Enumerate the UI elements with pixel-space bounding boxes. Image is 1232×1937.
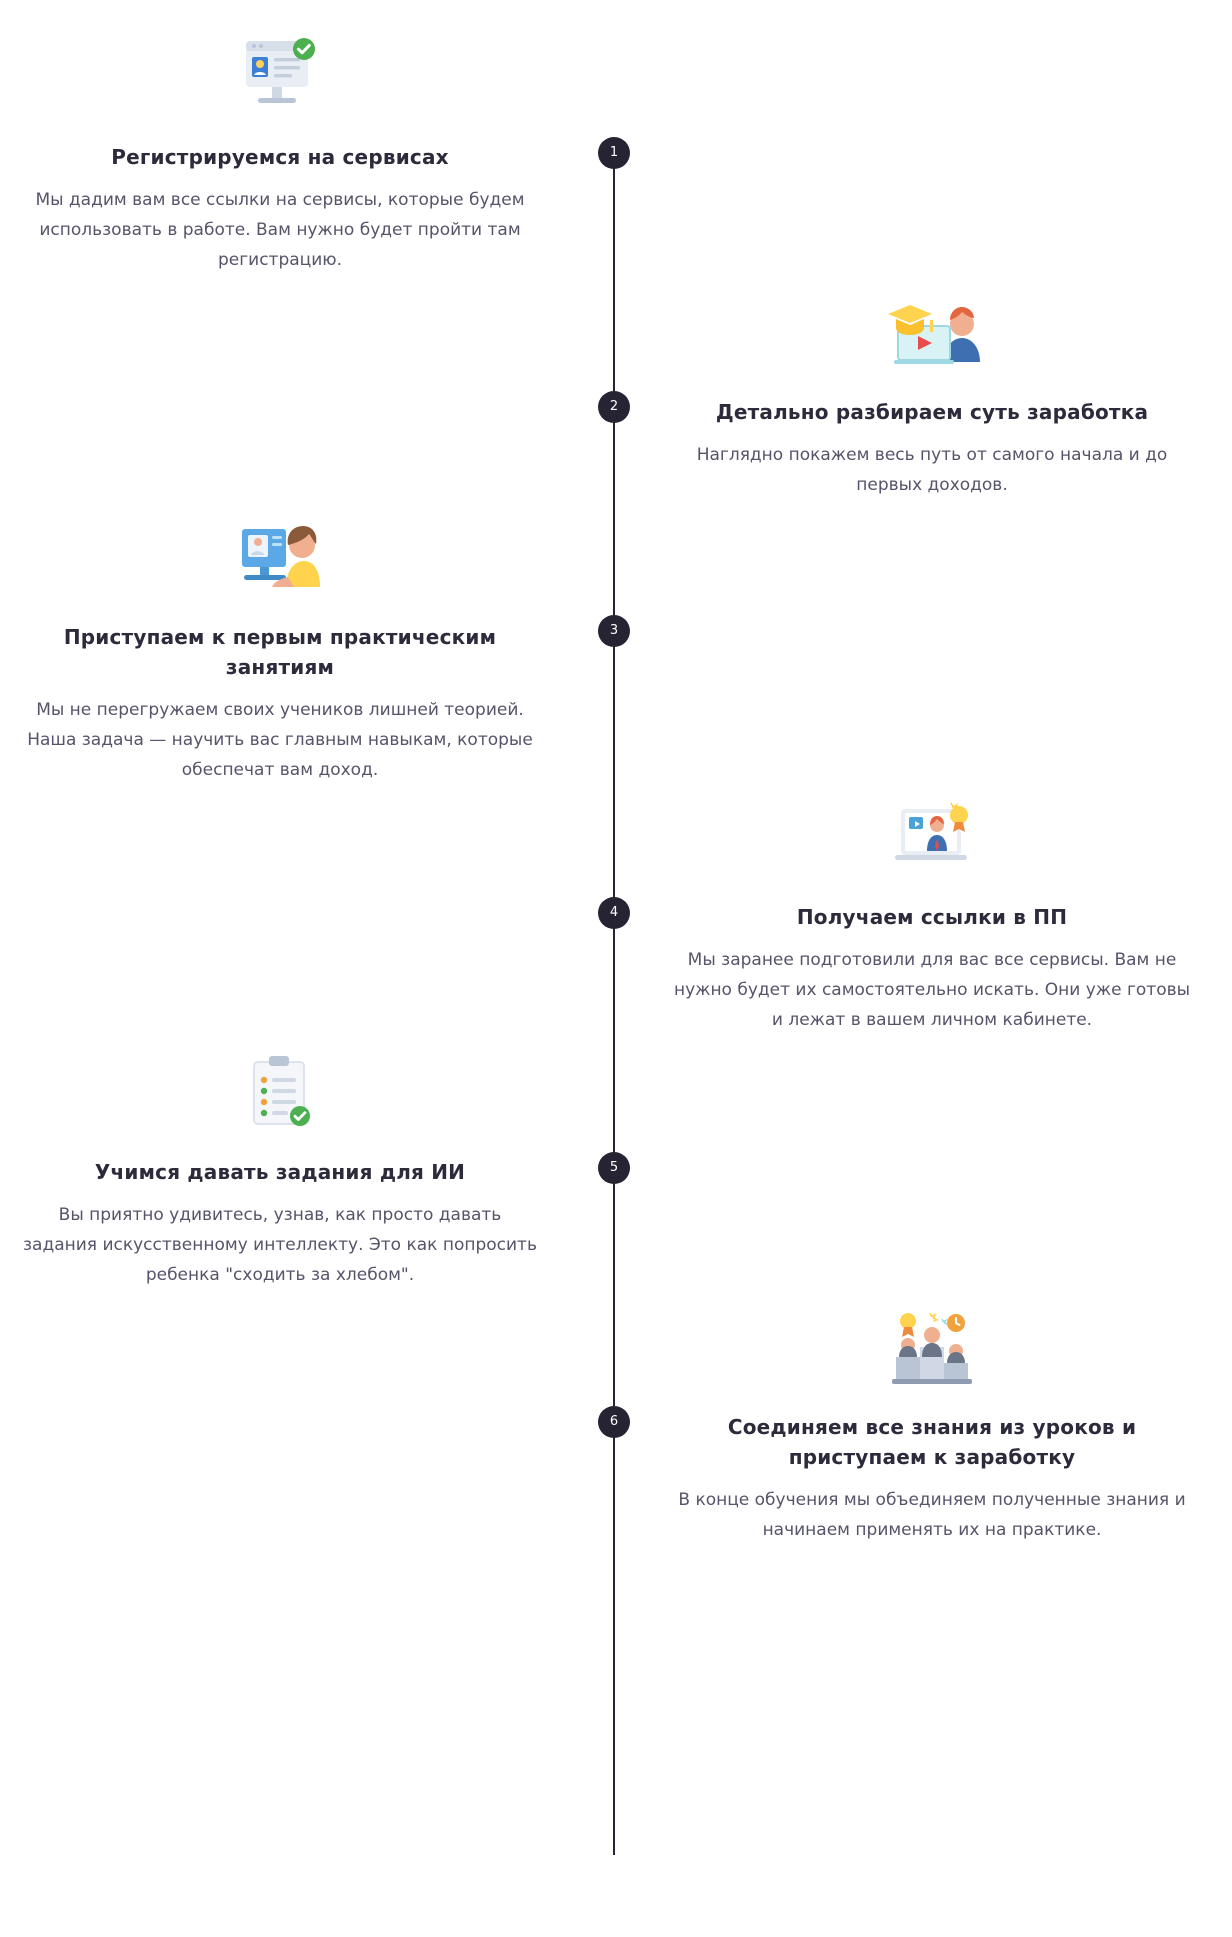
- step-title: Учимся давать задания для ИИ: [94, 1160, 466, 1184]
- checklist-clipboard-icon: [20, 1045, 540, 1141]
- step-number-5: 5: [598, 1152, 630, 1184]
- step-title: Регистрируемся на сервисах: [111, 145, 449, 169]
- step-number-3: 3: [598, 615, 630, 647]
- step-text: В конце обучения мы объединяем полученные знания и начинаем применять их на практике.: [678, 1490, 1186, 1540]
- step-number-6: 6: [598, 1406, 630, 1438]
- step-text: Вы приятно удивитесь, узнав, как просто давать задания искусственному интеллекту. Это как попросить ребенка "сходить за хлебом".: [23, 1205, 537, 1285]
- monitor-id-card-check-icon: [20, 30, 540, 126]
- student-at-computer-icon: [20, 510, 540, 606]
- step-text: Мы не перегружаем своих учеников лишней теорией. Наша задача — научить вас главным навыкам, которые обеспечат вам доход.: [27, 700, 533, 780]
- step-number-1: 1: [598, 137, 630, 169]
- step-title: Детально разбираем суть заработка: [715, 400, 1149, 424]
- step-text: Мы дадим вам все ссылки на сервисы, которые будем использовать в работе. Вам нужно будет пройти там регистрацию.: [35, 190, 525, 270]
- step-title: Получаем ссылки в ПП: [796, 905, 1068, 929]
- step-title: Приступаем к первым практическим занятиям: [63, 625, 497, 679]
- laptop-award-presentation-icon: [672, 790, 1192, 886]
- step-number-2: 2: [598, 391, 630, 423]
- step-title: Соединяем все знания из уроков и приступаем к заработку: [727, 1415, 1137, 1469]
- step-text: Наглядно покажем весь путь от самого начала и до первых доходов.: [696, 445, 1168, 495]
- step-number-4: 4: [598, 897, 630, 929]
- step-text: Мы заранее подготовили для вас все сервисы. Вам не нужно будет их самостоятельно искать. Они уже готовы и лежат в вашем личном кабинете.: [673, 950, 1191, 1030]
- winners-podium-icon: [672, 1300, 1192, 1396]
- teacher-video-lesson-icon: [672, 285, 1192, 381]
